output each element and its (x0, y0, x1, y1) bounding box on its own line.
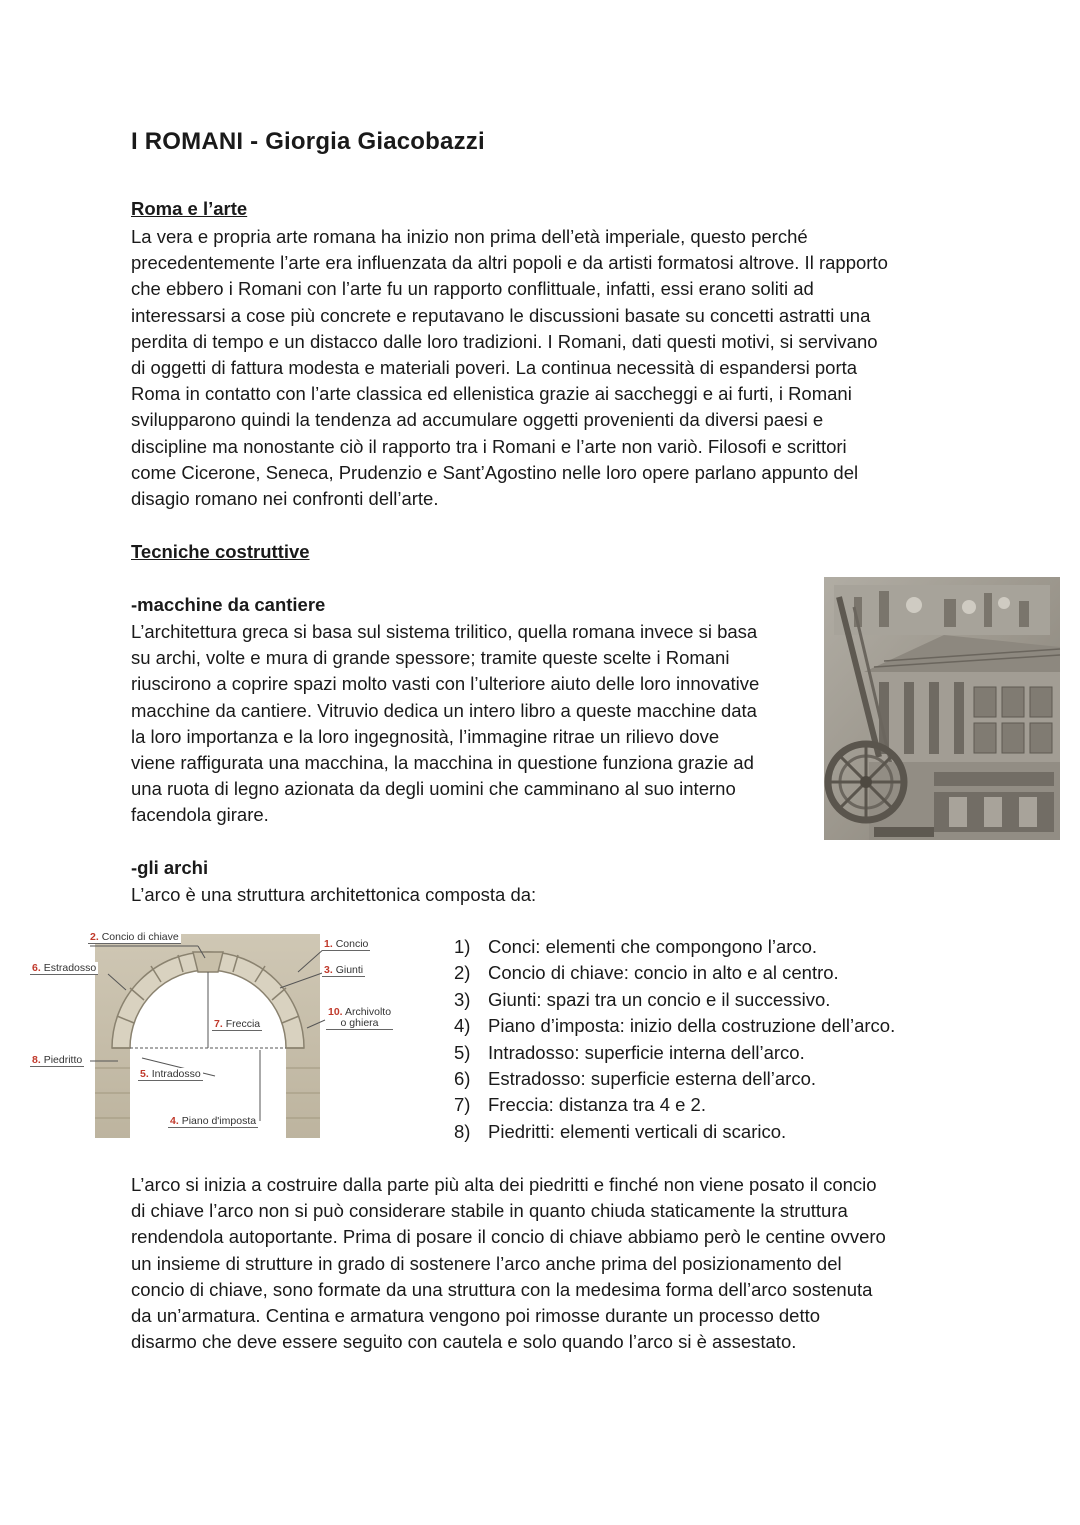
treadwheel-icon (828, 744, 904, 820)
arch-label-freccia: 7. Freccia (214, 1018, 261, 1030)
text-line: viene raffigurata una macchina, la macchina in questione funziona grazie ad (131, 752, 754, 774)
list-item: 3) Giunti: spazi tra un concio e il successivo. (454, 988, 831, 1010)
paragraph-roma-arte (131, 224, 888, 512)
text-line: concio di chiave, sono formate da una struttura con la medesima forma dell’arco sostenuta (131, 1278, 873, 1300)
text-line: discipline ma nonostante ciò il rapporto tra i Romani e l’arte non variò. Filosofi e scrittori (131, 435, 847, 457)
paragraph-macchine (131, 619, 759, 829)
section-heading-tecniche: Tecniche costruttive (131, 541, 310, 562)
text-line: perdita di tempo e un distacco dalle loro tradizioni. I Romani, dati questi motivi, si servivano (131, 330, 878, 352)
text-line: svilupparono quindi la tendenza ad accumulare oggetti provenienti da diversi paesi e (131, 409, 824, 431)
text-line: disagio romano nei confronti dell’arte. (131, 488, 439, 510)
text-line: da un’armatura. Centina e armatura vengono poi rimosse durante un processo detto (131, 1305, 821, 1327)
list-item: 8) Piedritti: elementi verticali di scarico. (454, 1120, 787, 1142)
arch-label-estradosso: 6. Estradosso (32, 962, 97, 974)
paragraph-arch-construction (131, 1172, 886, 1355)
list-item: 1) Conci: elementi che compongono l’arco. (454, 936, 818, 957)
arch-diagram (30, 928, 410, 1140)
arch-parts-list (454, 934, 895, 1145)
arch-label-intradosso: 5. Intradosso (140, 1068, 201, 1080)
arch-drawing (30, 928, 410, 1140)
roman-relief-image (824, 577, 1060, 840)
text-line: La vera e propria arte romana ha inizio non prima dell’età imperiale, questo perché (131, 226, 808, 247)
list-item: 4) Piano d’imposta: inizio della costruzione dell’arco. (454, 1015, 896, 1037)
text-line: facendola girare. (131, 804, 269, 826)
arch-label-piano-imposta: 4. Piano d'imposta (170, 1115, 257, 1127)
text-line: L’arco si inizia a costruire dalla parte più alta dei piedritti e finché non viene posato il concio (131, 1174, 877, 1195)
section-heading-roma-arte: Roma e l’arte (131, 198, 248, 219)
subheading-archi: -gli archi (131, 857, 209, 878)
text-line: Roma in contatto con l’arte classica ed ellenistica grazie ai saccheggi e ai furti, i Romani (131, 383, 852, 405)
arch-label-concio: 1. Concio (324, 938, 369, 950)
text-line: che ebbero i Romani con l’arte fu un rapporto conflittuale, infatti, essi erano soliti ad (131, 278, 814, 300)
list-item: 2) Concio di chiave: concio in alto e al centro. (454, 962, 839, 984)
list-item: 7) Freccia: distanza tra 4 e 2. (454, 1094, 706, 1116)
text-line: su archi, volte e mura di grande spessore; tramite queste scelte i Romani (131, 647, 730, 669)
arch-label-piedritto: 8. Piedritto (32, 1054, 83, 1066)
subheading-macchine: -macchine da cantiere (131, 594, 326, 615)
list-item: 5) Intradosso: superficie interna dell’arco. (454, 1041, 805, 1063)
arches-intro: L’arco è una struttura architettonica composta da: (131, 884, 537, 905)
relief-drawing (824, 577, 1060, 840)
text-line: macchine da cantiere. Vitruvio dedica un intero libro a queste macchine data (131, 699, 757, 721)
text-line: riuscirono a coprire spazi molto vasti con l’ulteriore aiuto delle loro innovative (131, 673, 760, 695)
list-item: 6) Estradosso: superficie esterna dell’arco. (454, 1068, 817, 1090)
text-line: un insieme di strutture in grado di sostenere l’arco anche prima del posizionamento del (131, 1252, 842, 1274)
arch-label-archivolto: 10. Archivolto o ghiera (328, 1006, 392, 1029)
text-line: di chiave l’arco non si può considerare stabile in quanto chiuda staticamente la struttura (131, 1200, 848, 1222)
text-line: disarmo che deve essere seguito con cautela e solo quando l’arco si è assestato. (131, 1331, 797, 1353)
arch-label-concio-di-chiave: 2. Concio di chiave (90, 931, 179, 943)
text-line: di oggetti di fattura modesta e materiali poveri. La continua necessità di espandersi porta (131, 357, 858, 379)
text-line: interessarsi a cose più concrete e reputavano le discussioni basate su concetti astratti una (131, 304, 871, 326)
text-line: rendendola autoportante. Prima di posare il concio di chiave abbiamo però le centine ovvero (131, 1226, 886, 1248)
arch-label-giunti: 3. Giunti (324, 964, 364, 976)
text-line: la loro importanza e la loro ingegnosità, l’immagine ritrae un rilievo dove (131, 725, 720, 747)
text-line: come Cicerone, Seneca, Prudenzio e Sant’Agostino nelle loro opere parlano appunto del (131, 461, 859, 483)
page-title: I ROMANI - Giorgia Giacobazzi (131, 128, 485, 155)
text-line: L’architettura greca si basa sul sistema trilitico, quella romana invece si basa (131, 621, 758, 642)
text-line: precedentemente l’arte era influenzata da altri popoli e da artisti formatosi altrove. Il rapporto (131, 252, 888, 274)
text-line: una ruota di legno azionata da degli uomini che camminano al suo interno (131, 778, 736, 800)
